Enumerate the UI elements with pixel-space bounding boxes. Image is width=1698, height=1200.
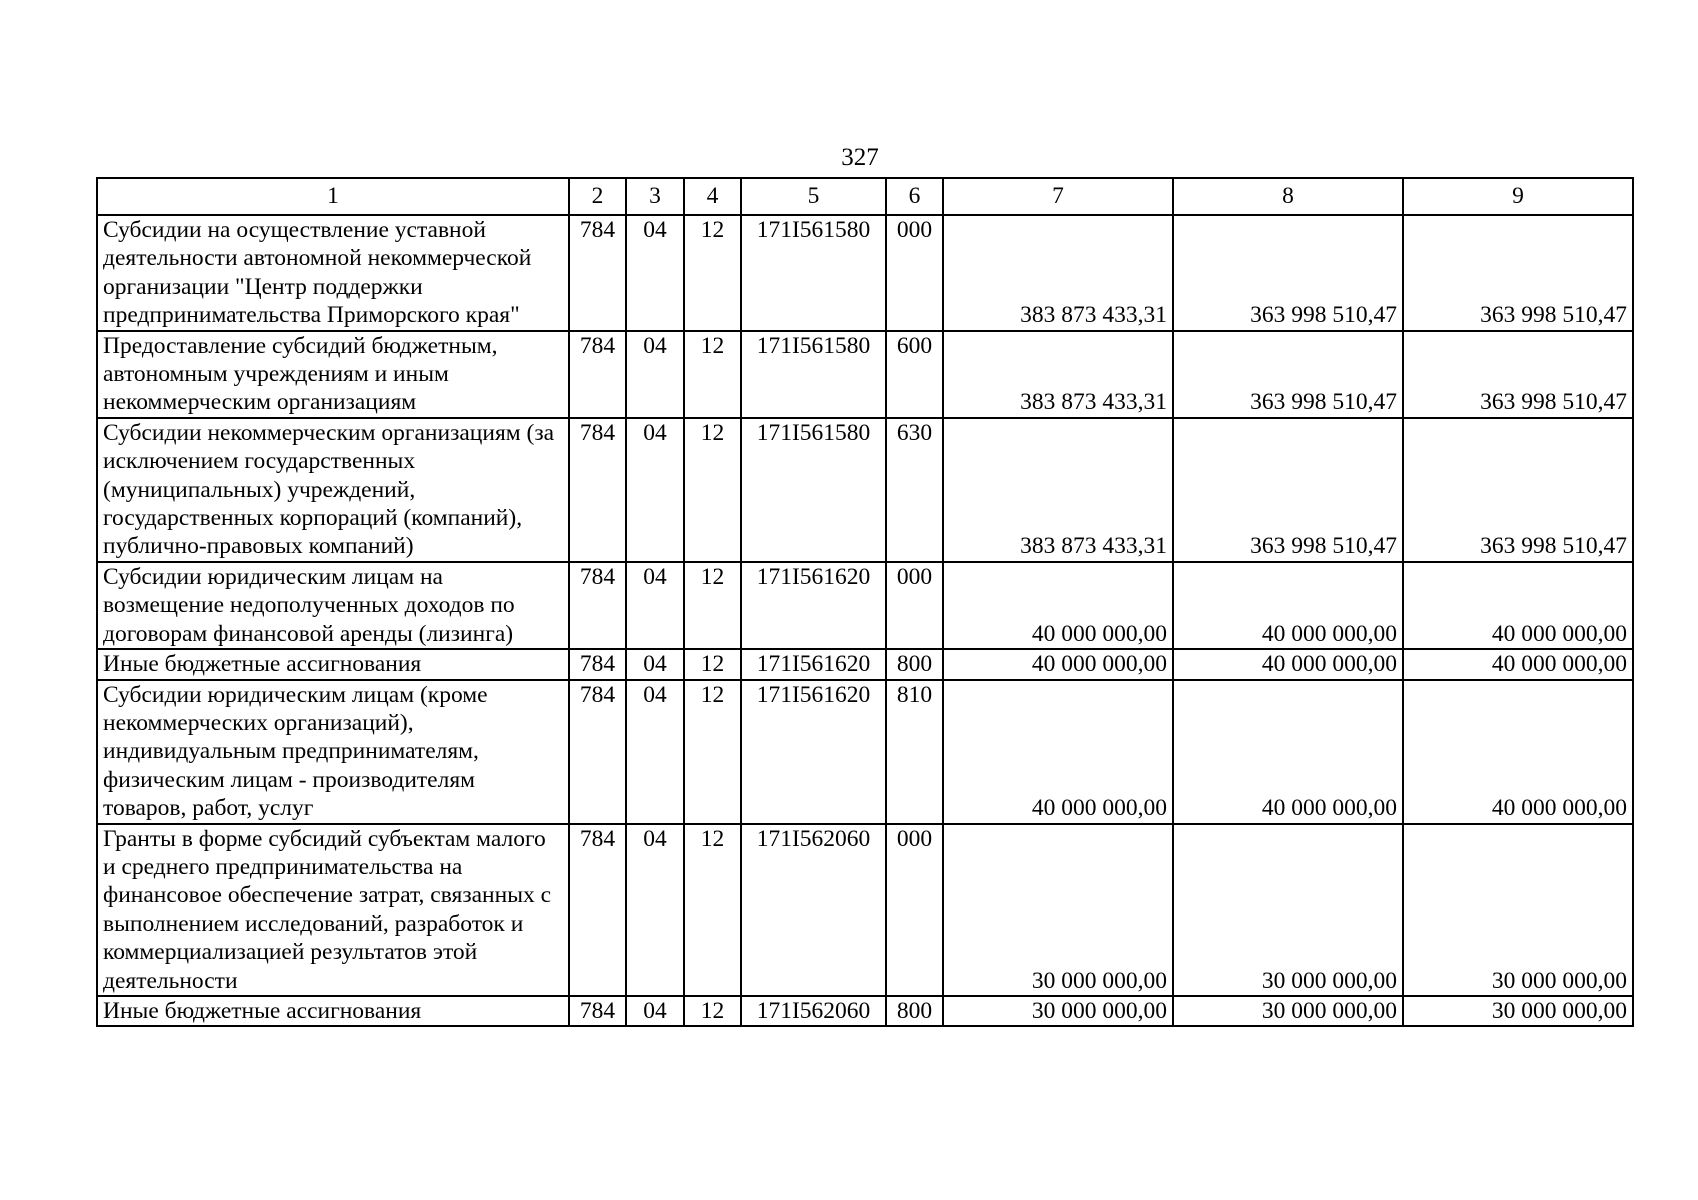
row-amount-7: 30 000 000,00 xyxy=(943,996,1173,1026)
header-row xyxy=(97,178,1633,215)
row-code-5: 171I561620 xyxy=(741,680,886,824)
page-number: 327 xyxy=(841,144,879,171)
row-code-2: 784 xyxy=(569,418,626,562)
row-amount-9: 30 000 000,00 xyxy=(1403,824,1633,996)
column-header: 7 xyxy=(943,178,1173,215)
row-amount-8: 363 998 510,47 xyxy=(1173,215,1403,331)
row-name: Субсидии юридическим лицам (кроме некоммерческих организаций), индивидуальным предпринимателям, физическим лицам - производителям товаров, работ, услуг xyxy=(97,680,569,824)
row-code-4: 12 xyxy=(684,418,741,562)
row-amount-9: 40 000 000,00 xyxy=(1403,649,1633,679)
row-amount-9: 30 000 000,00 xyxy=(1403,996,1633,1026)
row-code-3: 04 xyxy=(626,996,684,1026)
row-code-2: 784 xyxy=(569,996,626,1026)
row-code-4: 12 xyxy=(684,996,741,1026)
row-code-3: 04 xyxy=(626,215,684,331)
row-code-2: 784 xyxy=(569,215,626,331)
row-code-4: 12 xyxy=(684,680,741,824)
row-name: Субсидии на осуществление уставной деятельности автономной некоммерческой организации "Центр поддержки предпринимательства Приморского края" xyxy=(97,215,569,331)
column-header: 3 xyxy=(626,178,684,215)
row-name: Предоставление субсидий бюджетным, автономным учреждениям и иным некоммерческим организациям xyxy=(97,331,569,418)
row-amount-8: 30 000 000,00 xyxy=(1173,996,1403,1026)
row-code-2: 784 xyxy=(569,331,626,418)
table-row xyxy=(97,649,1633,679)
row-code-2: 784 xyxy=(569,824,626,996)
row-code-6: 000 xyxy=(886,215,943,331)
row-name: Субсидии юридическим лицам на возмещение недополученных доходов по договорам финансовой аренды (лизинга) xyxy=(97,562,569,649)
row-code-5: 171I561620 xyxy=(741,562,886,649)
table-row xyxy=(97,824,1633,996)
table-row xyxy=(97,680,1633,824)
row-code-4: 12 xyxy=(684,824,741,996)
table-row xyxy=(97,331,1633,418)
row-amount-8: 363 998 510,47 xyxy=(1173,331,1403,418)
column-header: 5 xyxy=(741,178,886,215)
row-code-4: 12 xyxy=(684,215,741,331)
row-amount-7: 30 000 000,00 xyxy=(943,824,1173,996)
row-amount-9: 363 998 510,47 xyxy=(1403,331,1633,418)
row-code-2: 784 xyxy=(569,680,626,824)
row-amount-7: 383 873 433,31 xyxy=(943,331,1173,418)
row-code-3: 04 xyxy=(626,680,684,824)
row-code-5: 171I561580 xyxy=(741,331,886,418)
row-code-5: 171I561580 xyxy=(741,418,886,562)
row-amount-7: 40 000 000,00 xyxy=(943,649,1173,679)
row-amount-7: 383 873 433,31 xyxy=(943,215,1173,331)
row-amount-9: 363 998 510,47 xyxy=(1403,215,1633,331)
row-amount-8: 363 998 510,47 xyxy=(1173,418,1403,562)
row-code-5: 171I562060 xyxy=(741,824,886,996)
row-code-5: 171I561580 xyxy=(741,215,886,331)
row-amount-7: 40 000 000,00 xyxy=(943,562,1173,649)
column-header: 1 xyxy=(97,178,569,215)
table-row xyxy=(97,562,1633,649)
table-row xyxy=(97,215,1633,331)
row-code-6: 000 xyxy=(886,562,943,649)
row-code-6: 810 xyxy=(886,680,943,824)
row-code-6: 630 xyxy=(886,418,943,562)
row-amount-7: 383 873 433,31 xyxy=(943,418,1173,562)
row-amount-8: 40 000 000,00 xyxy=(1173,680,1403,824)
row-code-2: 784 xyxy=(569,649,626,679)
table-row xyxy=(97,418,1633,562)
row-code-3: 04 xyxy=(626,562,684,649)
row-code-5: 171I561620 xyxy=(741,649,886,679)
row-code-2: 784 xyxy=(569,562,626,649)
row-code-3: 04 xyxy=(626,824,684,996)
row-name: Субсидии некоммерческим организациям (за исключением государственных (муниципальных) учреждений, государственных корпораций (компаний), публично-правовых компаний) xyxy=(97,418,569,562)
row-code-4: 12 xyxy=(684,562,741,649)
row-code-4: 12 xyxy=(684,331,741,418)
row-code-4: 12 xyxy=(684,649,741,679)
row-code-3: 04 xyxy=(626,649,684,679)
row-code-6: 800 xyxy=(886,649,943,679)
row-amount-8: 40 000 000,00 xyxy=(1173,562,1403,649)
row-amount-8: 40 000 000,00 xyxy=(1173,649,1403,679)
row-amount-9: 363 998 510,47 xyxy=(1403,418,1633,562)
column-header: 4 xyxy=(684,178,741,215)
row-amount-7: 40 000 000,00 xyxy=(943,680,1173,824)
column-header: 8 xyxy=(1173,178,1403,215)
row-code-3: 04 xyxy=(626,331,684,418)
budget-table xyxy=(96,177,1634,1027)
table-row xyxy=(97,996,1633,1026)
column-header: 6 xyxy=(886,178,943,215)
row-code-3: 04 xyxy=(626,418,684,562)
column-header: 2 xyxy=(569,178,626,215)
row-code-6: 600 xyxy=(886,331,943,418)
row-name: Иные бюджетные ассигнования xyxy=(97,996,569,1026)
row-amount-9: 40 000 000,00 xyxy=(1403,680,1633,824)
row-amount-8: 30 000 000,00 xyxy=(1173,824,1403,996)
column-header: 9 xyxy=(1403,178,1633,215)
row-code-6: 000 xyxy=(886,824,943,996)
row-name: Гранты в форме субсидий субъектам малого и среднего предпринимательства на финансовое обеспечение затрат, связанных с выполнением исследований, разработок и коммерциализацией результатов этой деятельности xyxy=(97,824,569,996)
row-code-5: 171I562060 xyxy=(741,996,886,1026)
row-code-6: 800 xyxy=(886,996,943,1026)
row-name: Иные бюджетные ассигнования xyxy=(97,649,569,679)
row-amount-9: 40 000 000,00 xyxy=(1403,562,1633,649)
